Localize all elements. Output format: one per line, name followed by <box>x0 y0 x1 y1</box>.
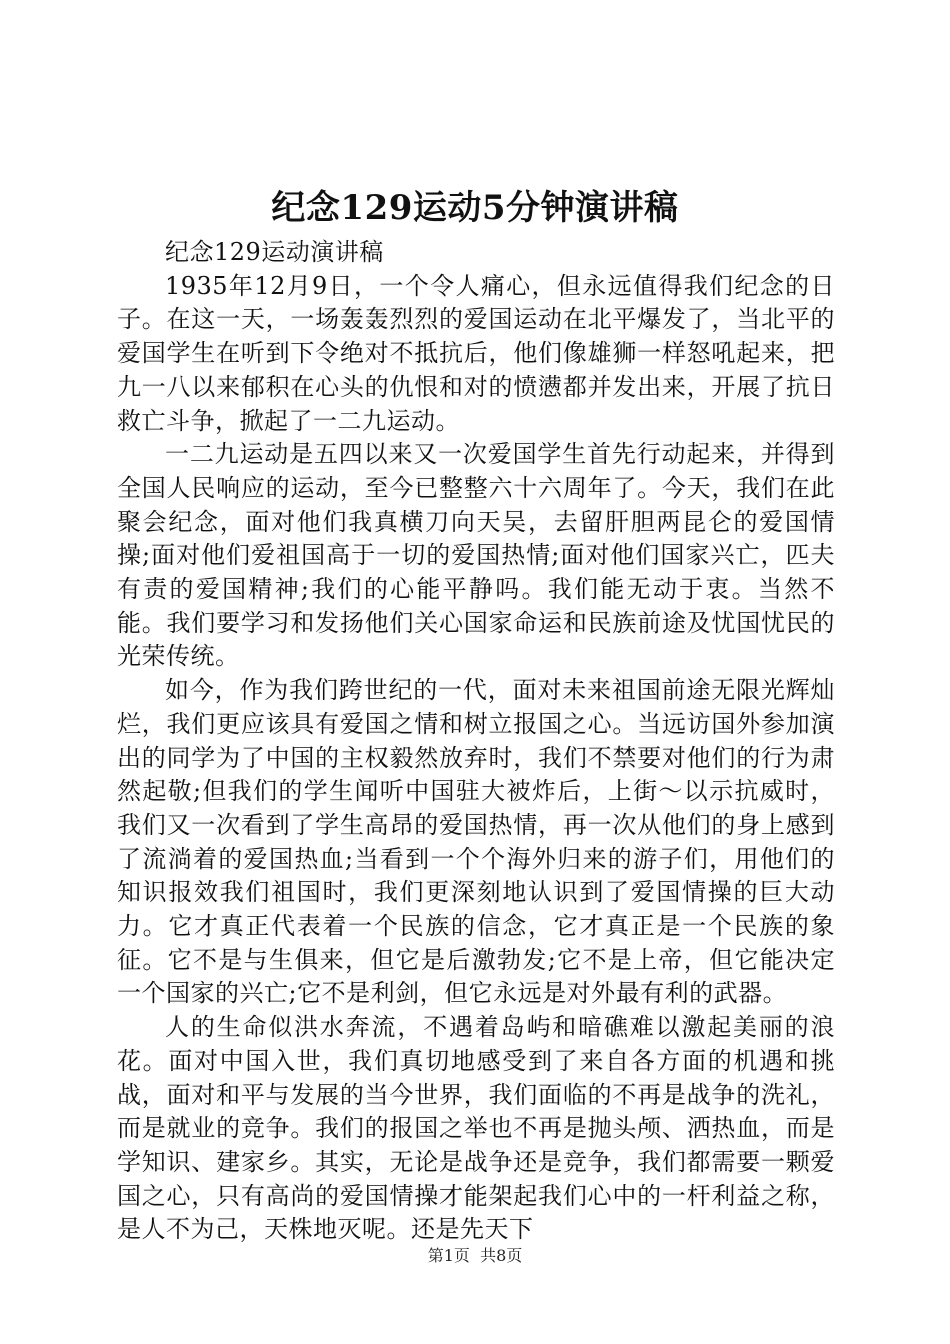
page-footer <box>0 1245 950 1267</box>
body-paragraph: 1935年12月9日，一个令人痛心，但永远值得我们纪念的日子。在这一天，一场轰轰烈烈的爱国运动在北平爆发了，当北平的爱国学生在听到下令绝对不抵抗后，他们像雄狮一样怒吼起来，把九一八以来郁积在心头的仇恨和对的愤懑都并发出来，开展了抗日救亡斗争，掀起了一二九运动。 <box>117 271 835 435</box>
document-body <box>117 236 835 1247</box>
footer-separator <box>470 1246 480 1265</box>
page-number: 第1页 <box>427 1246 470 1265</box>
body-paragraph: 人的生命似洪水奔流，不遇着岛屿和暗礁难以激起美丽的浪花。面对中国入世，我们真切地感受到了来自各方面的机遇和挑战，面对和平与发展的当今世界，我们面临的不再是战争的洗礼，而是就业的竞争。我们的报国之举也不再是抛头颅、洒热血，而是学知识、建家乡。其实，无论是战争还是竞争，我们都需要一颗爱国之心，只有高尚的爱国情操才能架起我们心中的一杆利益之称，是人不为己，天株地灭呢。还是先天下 <box>117 1013 835 1244</box>
page-total: 共8页 <box>480 1246 523 1265</box>
document-title: 纪念129运动5分钟演讲稿 <box>271 188 679 228</box>
subtitle-paragraph: 纪念129运动演讲稿 <box>165 238 384 266</box>
body-paragraph: 一二九运动是五四以来又一次爱国学生首先行动起来，并得到全国人民响应的运动，至今已整整六十六周年了。今天，我们在此聚会纪念，面对他们我真横刀向天吴，去留肝胆两昆仑的爱国情操;面对他们爱祖国高于一切的爱国热情;面对他们国家兴亡，匹夫有责的爱国精神;我们的心能平静吗。我们能无动于衷。当然不能。我们要学习和发扬他们关心国家命运和民族前途及忧国忧民的光荣传统。 <box>117 440 835 671</box>
body-paragraph: 如今，作为我们跨世纪的一代，面对未来祖国前途无限光辉灿烂，我们更应该具有爱国之情和树立报国之心。当远访国外参加演出的同学为了中国的主权毅然放弃时，我们不禁要对他们的行为肃然起敬;但我们的学生闻听中国驻大被炸后，上街～以示抗威时，我们又一次看到了学生高昂的爱国热情，再一次从他们的身上感到了流淌着的爱国热血;当看到一个个海外归来的游子们，用他们的知识报效我们祖国时，我们更深刻地认识到了爱国情操的巨大动力。它才真正代表着一个民族的信念，它才真正是一个民族的象征。它不是与生俱来，但它是后激勃发;它不是上帝，但它能决定一个国家的兴亡;它不是利剑，但它永远是对外最有利的武器。 <box>117 676 835 1008</box>
